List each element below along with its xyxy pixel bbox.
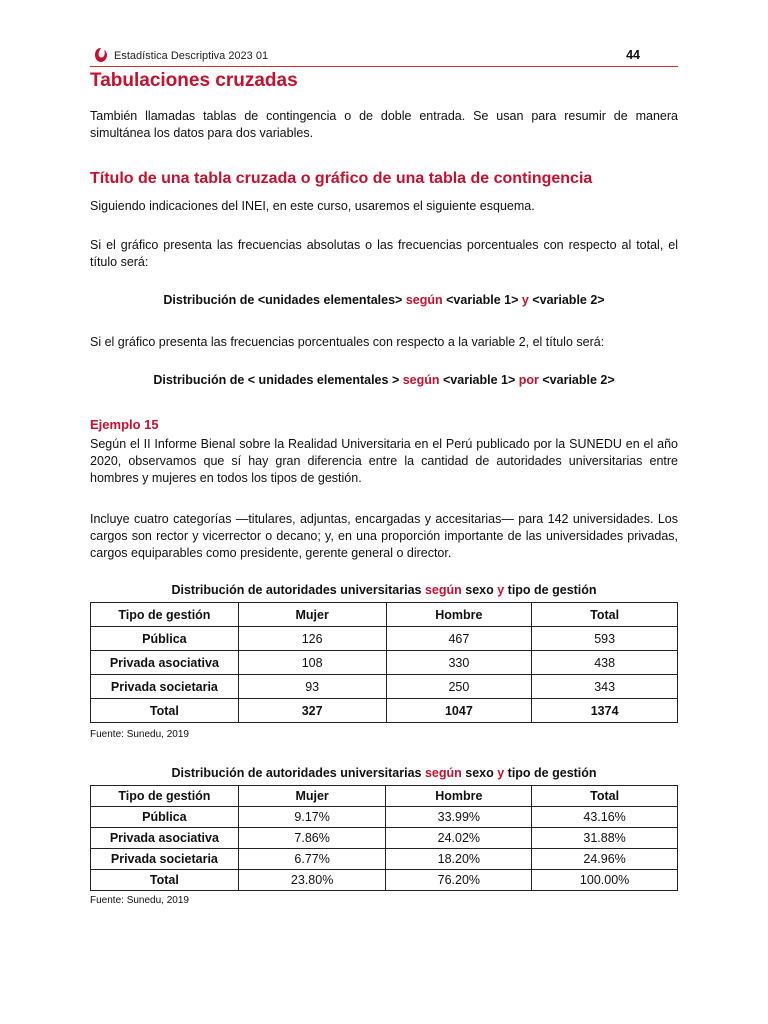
table1-caption-a: Distribución de autoridades universitarias <box>171 583 425 597</box>
table-cell: 93 <box>238 675 386 699</box>
table-row <box>91 627 678 651</box>
table-cell: 438 <box>532 651 678 675</box>
table1-caption-e: tipo de gestión <box>504 583 597 597</box>
table-cell: 108 <box>238 651 386 675</box>
table-cell: 18.20% <box>386 849 532 870</box>
row-label: Privada societaria <box>91 675 239 699</box>
row-label: Pública <box>91 627 239 651</box>
table-header-cell: Hombre <box>386 786 532 807</box>
scheme2-segun: según <box>402 373 440 387</box>
table2-caption-y: y <box>497 766 505 780</box>
row-label: Privada asociativa <box>91 651 239 675</box>
row-label: Total <box>91 699 239 723</box>
example-paragraph-2: Incluye cuatro categorías —titulares, adjuntas, encargadas y accesitarias— para 142 universidades. Los cargos son rector y vicerrector o decano; y, en una proporción importante de las universidades privadas, cargos equiparables como presidente, gerente general o director. <box>90 512 678 560</box>
table2-caption-e: tipo de gestión <box>504 766 597 780</box>
table-row <box>91 828 678 849</box>
table1-source: Fuente: Sunedu, 2019 <box>90 729 189 740</box>
table2-caption <box>90 766 678 780</box>
scheme2-part-a: Distribución de < unidades elementales > <box>153 373 403 387</box>
table-cell: 1047 <box>386 699 532 723</box>
intro-paragraph: También llamadas tablas de contingencia o de doble entrada. Se usan para resumir de manera simultánea los datos para dos variables. <box>90 109 678 140</box>
table-cell: 330 <box>386 651 532 675</box>
scheme2-part-c: <variable 1> <box>439 373 519 387</box>
table-cell: 327 <box>238 699 386 723</box>
table-cell: 593 <box>532 627 678 651</box>
inei-paragraph: Siguiendo indicaciones del INEI, en este curso, usaremos el siguiente esquema. <box>90 199 535 213</box>
table1-caption-c: sexo <box>461 583 498 597</box>
title-scheme-2 <box>90 373 678 387</box>
table-cell: 467 <box>386 627 532 651</box>
absolute-frequency-table <box>90 602 678 723</box>
table-header-row <box>91 603 678 627</box>
table2-caption-a: Distribución de autoridades universitarias <box>171 766 425 780</box>
table-header-cell: Hombre <box>386 603 532 627</box>
scheme1-segun: según <box>405 293 443 307</box>
course-title: Estadística Descriptiva 2023 01 <box>114 50 269 62</box>
title-scheme-1 <box>90 293 678 307</box>
absolute-frequency-paragraph: Si el gráfico presenta las frecuencias absolutas o las frecuencias porcentuales con respecto al total, el título será: <box>90 238 678 269</box>
table-header-cell: Total <box>532 786 678 807</box>
table-header-cell: Mujer <box>238 603 386 627</box>
table-row <box>91 807 678 828</box>
table2-caption-c: sexo <box>461 766 498 780</box>
scheme1-part-e: <variable 2> <box>528 293 605 307</box>
table-cell: 76.20% <box>386 870 532 891</box>
table1-caption-y: y <box>497 583 505 597</box>
row-label: Total <box>91 870 239 891</box>
table-header-cell: Mujer <box>238 786 386 807</box>
table-total-row <box>91 870 678 891</box>
page-header <box>90 46 678 67</box>
table1-caption-segun: según <box>424 583 462 597</box>
table-cell: 1374 <box>532 699 678 723</box>
table-cell: 9.17% <box>238 807 386 828</box>
table-header-row <box>91 786 678 807</box>
scheme2-por: por <box>518 373 539 387</box>
row-label: Privada asociativa <box>91 828 239 849</box>
section-title: Tabulaciones cruzadas <box>90 70 298 91</box>
percentage-paragraph: Si el gráfico presenta las frecuencias porcentuales con respecto a la variable 2, el título será: <box>90 335 605 349</box>
row-label: Pública <box>91 807 239 828</box>
table-row <box>91 675 678 699</box>
scheme1-part-a: Distribución de <unidades elementales> <box>163 293 406 307</box>
scheme1-y: y <box>521 293 529 307</box>
table-cell: 250 <box>386 675 532 699</box>
percentage-frequency-table <box>90 785 678 891</box>
table2-source: Fuente: Sunedu, 2019 <box>90 895 189 906</box>
table-cell: 33.99% <box>386 807 532 828</box>
table-cell: 24.96% <box>532 849 678 870</box>
table-row <box>91 849 678 870</box>
table-cell: 23.80% <box>238 870 386 891</box>
example-paragraph-1: Según el II Informe Bienal sobre la Realidad Universitaria en el Perú publicado por la SUNEDU en el año 2020, observamos que sí hay gran diferencia entre la cantidad de autoridades universitarias entre hombres y mujeres en todos los tipos de gestión. <box>90 437 678 485</box>
table-header-cell: Tipo de gestión <box>91 786 239 807</box>
table-total-row <box>91 699 678 723</box>
table-cell: 7.86% <box>238 828 386 849</box>
table1-caption <box>90 583 678 597</box>
table-cell: 43.16% <box>532 807 678 828</box>
table-cell: 126 <box>238 627 386 651</box>
page-number: 44 <box>626 48 640 62</box>
subsection-title: Título de una tabla cruzada o gráfico de una tabla de contingencia <box>90 170 593 187</box>
table-cell: 343 <box>532 675 678 699</box>
table2-caption-segun: según <box>424 766 462 780</box>
table-cell: 6.77% <box>238 849 386 870</box>
table-cell: 31.88% <box>532 828 678 849</box>
table-header-cell: Tipo de gestión <box>91 603 239 627</box>
example-title: Ejemplo 15 <box>90 417 159 432</box>
table-cell: 24.02% <box>386 828 532 849</box>
row-label: Privada societaria <box>91 849 239 870</box>
scheme1-part-c: <variable 1> <box>442 293 522 307</box>
table-header-cell: Total <box>532 603 678 627</box>
table-row <box>91 651 678 675</box>
scheme2-part-e: <variable 2> <box>538 373 615 387</box>
university-logo-icon <box>94 47 108 63</box>
table-cell: 100.00% <box>532 870 678 891</box>
